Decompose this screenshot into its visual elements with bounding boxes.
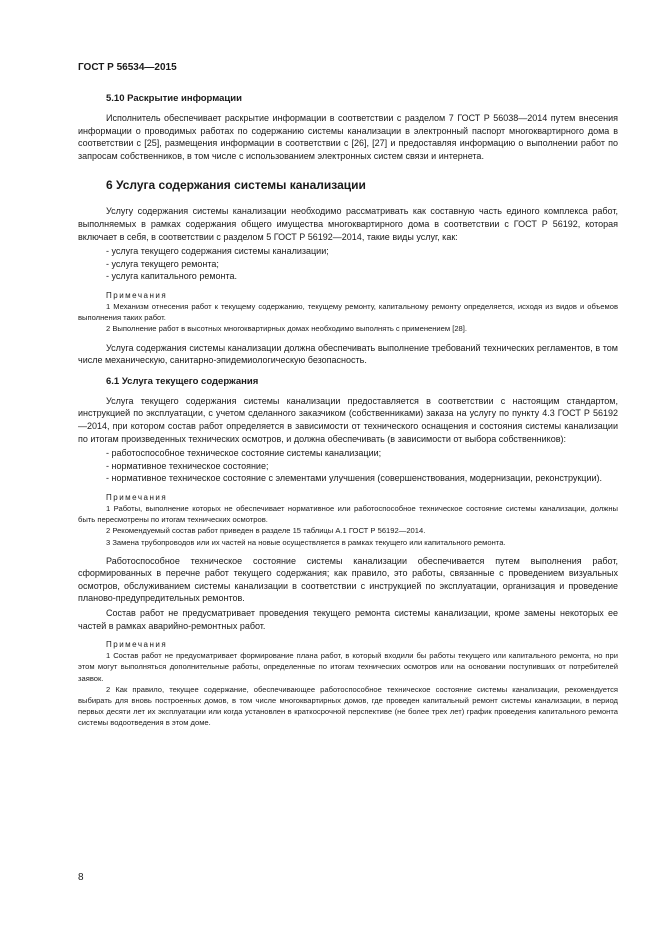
list-item: - работоспособное техническое состояние системы канализации; [106, 448, 382, 459]
list-item: - нормативное техническое состояние с элементами улучшения (совершенствования, модернизации, реконструкции). [106, 473, 603, 484]
notes-title: Примечания [106, 290, 168, 300]
note: 1 Работы, выполнение которых не обеспечивает нормативное или работоспособное техническое состояние системы канализации, должны быть пересмотрены по итогам технических осмотров. [78, 503, 618, 525]
page-number: 8 [78, 872, 84, 883]
note: 2 Рекомендуемый состав работ приведен в разделе 15 таблицы А.1 ГОСТ Р 56192—2014. [106, 526, 426, 536]
note: 2 Как правило, текущее содержание, обеспечивающее работоспособное техническое состояние системы канализации, рекомендуется выбирать для вновь построенных домов, в том числе многоквартирных домов, где проведен капитальный ремонт системы канализации, в период первых десяти лет их эксплуатации или когда установлен в краткосрочной перспективе (не более трех лет) график проведения капитального ремонта системы водоотведения в этом доме. [78, 684, 618, 728]
section-6-1-paragraph: Услуга текущего содержания системы канализации предоставляется в соответствии с настоящим стандартом, инструкцией по эксплуатации, с учетом сделанного заказчиком (собственниками) заказа на услугу по пункту 4.3 ГОСТ Р 56192—2014, при котором состав работ определяется в зависимости от технического оснащения и состояния системы канализации по итогам произведенных технических осмотров, и должна обеспечивать (в зависимости от выбора собственников): [78, 395, 618, 444]
section-5-10-paragraph: Исполнитель обеспечивает раскрытие информации в соответствии с разделом 7 ГОСТ Р 56038—2014 путем внесения информации о проводимых работах по содержанию системы канализации в электронный паспорт многоквартирного дома в соответствии с [25], размещения информации в соответствии с [26], [27] и предоставляя информацию о выполнении работ по запросам собственников, в том числе с использованием электронных систем связи и интернета. [78, 113, 618, 161]
standard-header: ГОСТ Р 56534—2015 [78, 62, 177, 73]
section-6-intro: Услугу содержания системы канализации необходимо рассматривать как составную часть единого комплекса работ, выполняемых в рамках содержания общего имущества многоквартирного дома в соответствии с ГОСТ Р 56192, которая включает в себя, в соответствии с разделом 5 ГОСТ Р 56192—2014, такие виды услуг, как: [78, 206, 618, 242]
section-6-1-paragraph-3: Состав работ не предусматривает проведения текущего ремонта системы канализации, кроме замены некоторых ее частей в рамках аварийно-ремонтных работ. [78, 608, 618, 631]
note: 2 Выполнение работ в высотных многоквартирных домах необходимо выполнять с применением [28]. [106, 324, 467, 334]
notes-title: Примечания [106, 492, 168, 502]
section-6-title: 6 Услуга содержания системы канализации [106, 178, 366, 193]
note: 1 Состав работ не предусматривает формирование плана работ, в который входили бы работы текущего или капитального ремонта, но при этом могут выполняться дополнительные работы, определенные по итогам технических осмотров или на основании поступивших от потребителей заявок. [78, 651, 618, 683]
section-6-closing: Услуга содержания системы канализации должна обеспечивать выполнение требований технических регламентов, в том числе механическую, санитарно-эпидемиологическую безопасность. [78, 342, 618, 366]
section-6-1-title: 6.1 Услуга текущего содержания [106, 375, 259, 387]
note: 1 Механизм отнесения работ к текущему содержанию, текущему ремонту, капитальному ремонту определяется, исходя из видов и объемов выполнения таких работ. [78, 301, 618, 323]
list-item: - нормативное техническое состояние; [106, 460, 269, 471]
list-item: - услуга капитального ремонта. [106, 271, 238, 282]
notes-title: Примечания [106, 640, 168, 650]
list-item: - услуга текущего содержания системы канализации; [106, 246, 329, 257]
list-item: - услуга текущего ремонта; [106, 258, 219, 269]
page-content [78, 93, 618, 729]
note: 3 Замена трубопроводов или их частей на новые осуществляется в рамках текущего или капитального ремонта. [106, 537, 506, 547]
section-5-10-title: 5.10 Раскрытие информации [106, 93, 242, 104]
section-6-1-paragraph-2: Работоспособное техническое состояние системы канализации обеспечивается путем выполнения работ, сформированных в перечне работ текущего содержания; как правило, это работы, связанные с проведением визуальных осмотров, обслуживанием системы канализации в соответствии с инструкцией по эксплуатации, организация и проведение планово-предупредительных ремонтов. [78, 555, 618, 604]
